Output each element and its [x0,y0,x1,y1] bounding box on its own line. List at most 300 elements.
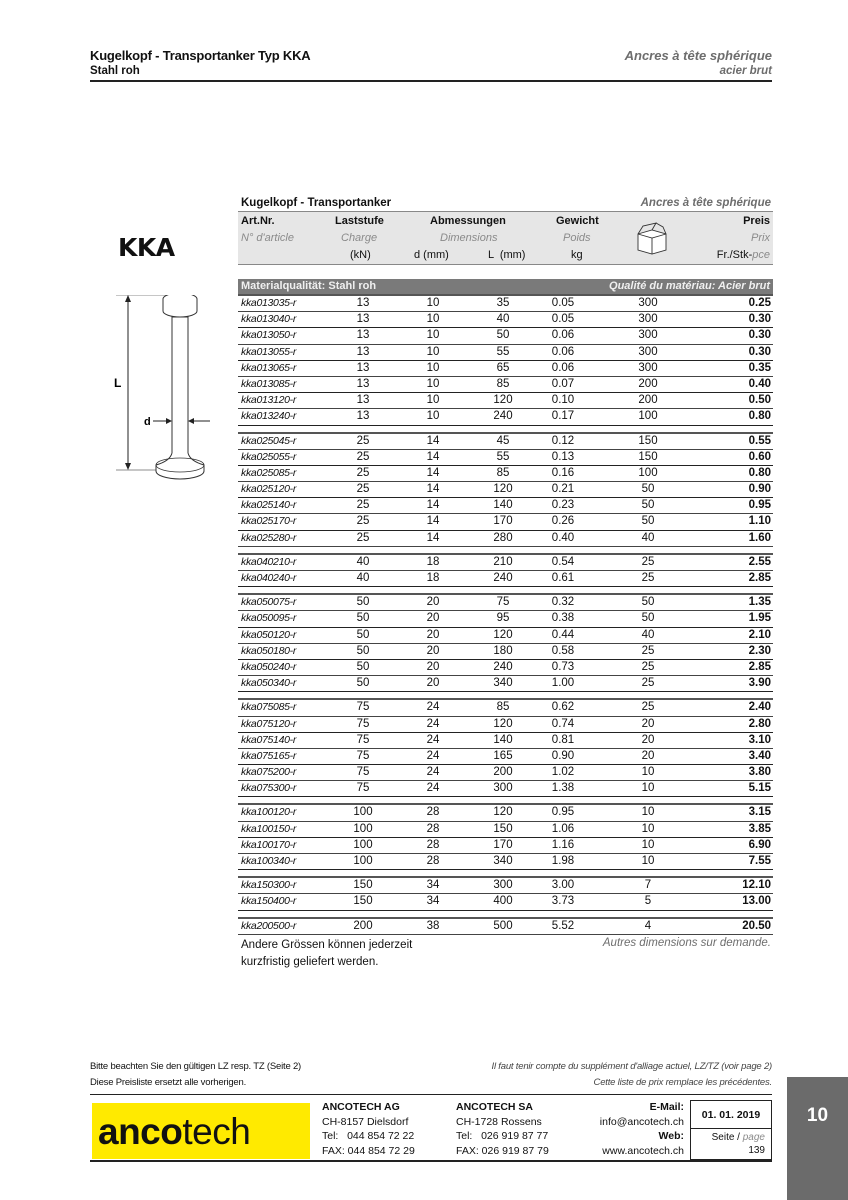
footer-notes [90,1061,772,1093]
length: 150 [493,822,513,835]
pack-qty: 10 [641,782,655,795]
article-number: kka013050-r [241,329,297,342]
price: 0.40 [748,377,771,390]
table-title [238,197,773,212]
price-table [238,197,773,969]
weight: 1.38 [551,782,575,795]
article-number: kka050095-r [241,612,297,625]
weight: 0.05 [551,297,575,309]
table-row [238,660,773,676]
diameter: 24 [426,717,440,730]
pack-qty: 10 [641,855,655,867]
price: 0.90 [748,483,771,496]
col-art-de: Art.Nr. [241,215,275,227]
diameter: 20 [426,612,440,625]
email-link[interactable]: info@ancotech.ch [599,1115,684,1128]
material-de: Materialqualität: Stahl roh [241,280,377,292]
load: 25 [356,499,370,512]
load: 40 [356,555,370,568]
diameter: 14 [426,499,440,512]
price: 2.85 [748,572,771,584]
price: 20.50 [742,919,771,932]
ancotech-logo: ancotech [92,1103,310,1159]
article-number: kka040240-r [241,572,297,584]
load: 25 [356,466,370,479]
price: 0.50 [748,394,771,407]
row-group [238,917,773,935]
anchor-drawing-icon [108,295,223,485]
weight: 0.74 [551,717,575,730]
price: 2.10 [748,628,771,641]
diameter: 28 [426,806,440,819]
load: 13 [356,377,370,390]
length: 45 [496,434,510,447]
load: 75 [356,733,370,746]
length: 50 [496,329,510,342]
length: 140 [493,733,513,746]
col-price-fr: Prix [751,232,770,244]
weight: 0.95 [551,806,575,819]
weight: 0.21 [551,483,575,496]
table-row [238,450,773,466]
note-de: Andere Grössen können jederzeit kurzfristig geliefert werden. [241,938,413,968]
alloy-note-de: Bitte beachten Sie den gültigen LZ resp. TZ (Seite 2) [90,1061,302,1072]
weight: 0.61 [551,572,575,584]
web-link[interactable]: www.ancotech.ch [602,1144,684,1157]
pack-qty: 10 [641,822,655,835]
weight: 0.32 [551,596,575,609]
row-group [238,294,773,426]
article-number: kka075120-r [241,717,297,730]
price: 3.40 [748,749,771,762]
pack-qty: 100 [638,466,658,479]
price: 0.55 [748,434,771,447]
weight: 0.40 [551,531,575,544]
article-number: kka075140-r [241,733,297,746]
article-number: kka100150-r [241,822,297,835]
pack-qty: 150 [638,450,658,463]
load: 75 [356,749,370,762]
load: 50 [356,596,370,609]
weight: 0.62 [551,701,575,714]
article-number: kka200500-r [241,919,297,932]
article-number: kka075300-r [241,782,297,795]
price: 0.60 [748,450,771,463]
svg-text:L: L [114,376,122,390]
price: 0.30 [748,345,771,358]
load: 50 [356,644,370,657]
material-bar [238,279,773,294]
pack-qty: 50 [641,499,655,512]
pack-qty: 300 [638,313,658,326]
page-number: Seite / page 139 [711,1132,765,1156]
price: 0.80 [748,466,771,479]
length: 55 [496,450,510,463]
length: 65 [496,361,510,374]
weight: 0.06 [551,329,575,342]
load: 25 [356,450,370,463]
load: 100 [353,806,373,819]
price: 6.90 [748,838,771,851]
table-row [238,571,773,587]
diameter: 24 [426,749,440,762]
weight: 0.73 [551,660,575,673]
alloy-note-fr: Il faut tenir compte du supplément d'alliage actuel, LZ/TZ (voir page 2) [491,1061,772,1072]
box-icon [634,222,670,256]
table-row [238,312,773,328]
col-dims-de: Abmessungen [430,215,506,227]
pack-qty: 100 [638,410,658,423]
article-number: kka025045-r [241,434,297,447]
diameter: 10 [426,410,440,423]
article-number: kka075200-r [241,766,297,779]
length: 35 [496,297,510,309]
price: 0.25 [748,297,771,309]
price: 3.90 [748,677,771,690]
length: 340 [493,855,513,867]
load: 100 [353,855,373,867]
article-number: kka075085-r [241,701,297,714]
weight: 0.26 [551,515,575,528]
section-tab: 10 [787,1077,848,1200]
table-row [238,361,773,377]
diameter: 34 [426,895,440,908]
diameter: 14 [426,515,440,528]
pack-qty: 200 [638,394,658,407]
weight: 0.16 [551,466,575,479]
diameter: 28 [426,822,440,835]
table-row [238,733,773,749]
row-group [238,593,773,692]
pack-qty: 50 [641,483,655,496]
length: 120 [493,394,513,407]
col-price-de: Preis [743,215,770,227]
page-title-fr: Ancres à tête sphérique [624,48,772,63]
diameter: 10 [426,313,440,326]
material-fr: Qualité du matériau: Acier brut [609,280,770,292]
table-row [238,482,773,498]
load: 25 [356,483,370,496]
article-number: kka050340-r [241,677,297,690]
weight: 0.05 [551,313,575,326]
pack-qty: 200 [638,377,658,390]
article-number: kka150400-r [241,895,297,908]
pack-qty: 5 [644,895,652,908]
col-weight-de: Gewicht [556,215,599,227]
table-row [238,805,773,821]
diameter: 20 [426,660,440,673]
article-number: kka025055-r [241,450,297,463]
load: 13 [356,361,370,374]
contact-info [600,1100,684,1158]
length: 300 [493,782,513,795]
length: 170 [493,515,513,528]
weight: 0.06 [551,361,575,374]
note-fr: Autres dimensions sur demande. [602,936,771,949]
article-number: kka100170-r [241,838,297,851]
load: 13 [356,410,370,423]
load: 25 [356,434,370,447]
length: 300 [493,879,513,892]
pack-qty: 20 [641,717,655,730]
row-group [238,553,773,587]
col-weight-fr: Poids [563,232,591,244]
price: 0.80 [748,410,771,423]
row-group [238,803,773,870]
table-row [238,749,773,765]
length: 400 [493,895,513,908]
col-load-fr: Charge [341,232,378,244]
weight: 3.00 [551,879,575,892]
weight: 0.13 [551,450,575,463]
load: 50 [356,677,370,690]
svg-text:d: d [144,416,151,428]
diameter: 28 [426,838,440,851]
pack-qty: 10 [641,806,655,819]
table-title-de: Kugelkopf - Transportanker [241,197,392,209]
diameter: 20 [426,596,440,609]
length: 170 [493,838,513,851]
length: 75 [496,596,510,609]
load: 100 [353,838,373,851]
article-number: kka025140-r [241,499,297,512]
weight: 0.58 [551,644,575,657]
load: 13 [356,313,370,326]
price: 0.30 [748,313,771,326]
diameter: 38 [426,919,440,932]
table-row [238,328,773,344]
diameter: 14 [426,466,440,479]
weight: 0.10 [551,394,575,407]
article-number: kka013055-r [241,345,297,358]
load: 13 [356,345,370,358]
page-subtitle-fr: acier brut [719,65,772,77]
table-row [238,377,773,393]
table-title-fr: Ancres à tête sphérique [640,197,771,209]
table-row [238,595,773,611]
load: 13 [356,297,370,309]
footer [90,1094,772,1162]
length: 120 [493,806,513,819]
weight: 0.44 [551,628,575,641]
table-row [238,878,773,894]
article-number: kka050240-r [241,660,297,673]
table-row [238,894,773,910]
table-row [238,781,773,797]
diameter: 10 [426,329,440,342]
row-group [238,432,773,547]
row-group [238,876,773,910]
length: 55 [496,345,510,358]
weight: 3.73 [551,895,575,908]
price: 2.85 [748,660,771,673]
length: 165 [493,749,513,762]
table-row [238,854,773,870]
article-number: kka050075-r [241,596,297,609]
table-row [238,919,773,935]
table-row [238,700,773,716]
table-header [238,212,773,265]
diameter: 24 [426,782,440,795]
table-row [238,611,773,627]
diameter: 14 [426,450,440,463]
article-number: kka025280-r [241,531,297,544]
diameter: 14 [426,531,440,544]
article-number: kka050180-r [241,644,297,657]
price: 7.55 [748,855,771,867]
load: 50 [356,660,370,673]
pack-qty: 25 [641,644,655,657]
price: 12.10 [742,879,771,892]
article-number: kka013035-r [241,297,297,309]
address-sa: ANCOTECH SA CH-1728 Rossens Tel: 026 919 87 77 FAX: 026 919 87 79 [456,1101,549,1157]
pack-qty: 25 [641,572,655,584]
load: 75 [356,701,370,714]
col-dims-fr: Dimensions [440,232,498,244]
email-label: E-Mail: [649,1101,684,1113]
article-number: kka050120-r [241,628,297,641]
length: 240 [493,572,513,584]
pack-qty: 40 [641,531,655,544]
diameter: 24 [426,766,440,779]
pack-qty: 25 [641,701,655,714]
table-note [238,935,773,969]
diameter: 14 [426,434,440,447]
pack-qty: 50 [641,596,655,609]
page-subtitle-de: Stahl roh [90,65,140,77]
length: 240 [493,660,513,673]
pack-qty: 7 [644,879,652,892]
length: 200 [493,766,513,779]
length: 95 [496,612,510,625]
page-header [90,48,772,82]
row-group [238,698,773,797]
load: 13 [356,329,370,342]
load: 50 [356,612,370,625]
table-row [238,717,773,733]
diameter: 10 [426,297,440,309]
length: 85 [496,377,510,390]
pricelist-note-de: Diese Preisliste ersetzt alle vorherigen. [90,1077,247,1088]
weight: 5.52 [551,919,575,932]
date-page-box [690,1100,772,1160]
col-price-unit: Fr./Stk-pce [716,249,770,261]
article-number: kka040210-r [241,555,297,568]
diameter: 10 [426,377,440,390]
pack-qty: 25 [641,660,655,673]
article-number: kka013120-r [241,394,297,407]
table-row [238,434,773,450]
table-row [238,514,773,530]
table-row [238,644,773,660]
length: 120 [493,717,513,730]
pack-qty: 300 [638,361,658,374]
price: 0.35 [748,361,771,374]
weight: 0.90 [551,749,575,762]
table-row [238,296,773,312]
load: 25 [356,515,370,528]
pack-qty: 50 [641,612,655,625]
pack-qty: 300 [638,329,658,342]
length: 240 [493,410,513,423]
article-number: kka025085-r [241,466,297,479]
article-number: kka100120-r [241,806,297,819]
diameter: 10 [426,394,440,407]
price: 1.10 [748,515,771,528]
page-title-de: Kugelkopf - Transportanker Typ KKA [90,48,311,63]
pack-qty: 25 [641,555,655,568]
weight: 1.16 [551,838,575,851]
article-number: kka013040-r [241,313,297,326]
load: 75 [356,782,370,795]
price: 2.55 [748,555,771,568]
price: 3.10 [748,733,771,746]
diameter: 28 [426,855,440,867]
pack-qty: 300 [638,345,658,358]
table-row [238,676,773,692]
weight: 0.06 [551,345,575,358]
length: 280 [493,531,513,544]
length: 120 [493,483,513,496]
article-number: kka150300-r [241,879,297,892]
length: 40 [496,313,510,326]
length: 120 [493,628,513,641]
pack-qty: 20 [641,749,655,762]
col-l-unit: L (mm) [488,249,526,261]
article-number: kka025120-r [241,483,297,496]
diameter: 20 [426,644,440,657]
article-number: kka075165-r [241,749,297,762]
length: 140 [493,499,513,512]
table-row [238,345,773,361]
table-row [238,765,773,781]
weight: 0.07 [551,377,575,390]
diameter: 24 [426,701,440,714]
diameter: 18 [426,572,440,584]
pack-qty: 300 [638,297,658,309]
price: 5.15 [748,782,771,795]
table-row [238,466,773,482]
table-row [238,531,773,547]
weight: 0.17 [551,410,575,423]
weight: 1.98 [551,855,575,867]
address-ag: ANCOTECH AG CH-8157 Dielsdorf Tel: 044 854 72 22 FAX: 044 854 72 29 [322,1101,415,1157]
pack-qty: 25 [641,677,655,690]
article-number: kka025170-r [241,515,297,528]
col-d-unit: d (mm) [414,249,449,261]
load: 50 [356,628,370,641]
article-number: kka013085-r [241,377,297,390]
weight: 1.02 [551,766,575,779]
load: 150 [353,879,373,892]
table-row [238,555,773,571]
pricelist-note-fr: Cette liste de prix remplace les précédentes. [593,1077,772,1088]
load: 75 [356,717,370,730]
weight: 0.12 [551,434,575,447]
price: 3.15 [748,806,771,819]
table-body [238,294,773,935]
load: 75 [356,766,370,779]
col-art-fr: N° d'article [241,232,294,244]
col-load-unit: (kN) [350,249,371,261]
price: 2.30 [748,644,771,657]
product-code: KKA [118,233,175,262]
weight: 0.38 [551,612,575,625]
price: 3.85 [748,822,771,835]
diameter: 24 [426,733,440,746]
price: 1.35 [748,596,771,609]
col-weight-unit: kg [571,249,583,261]
